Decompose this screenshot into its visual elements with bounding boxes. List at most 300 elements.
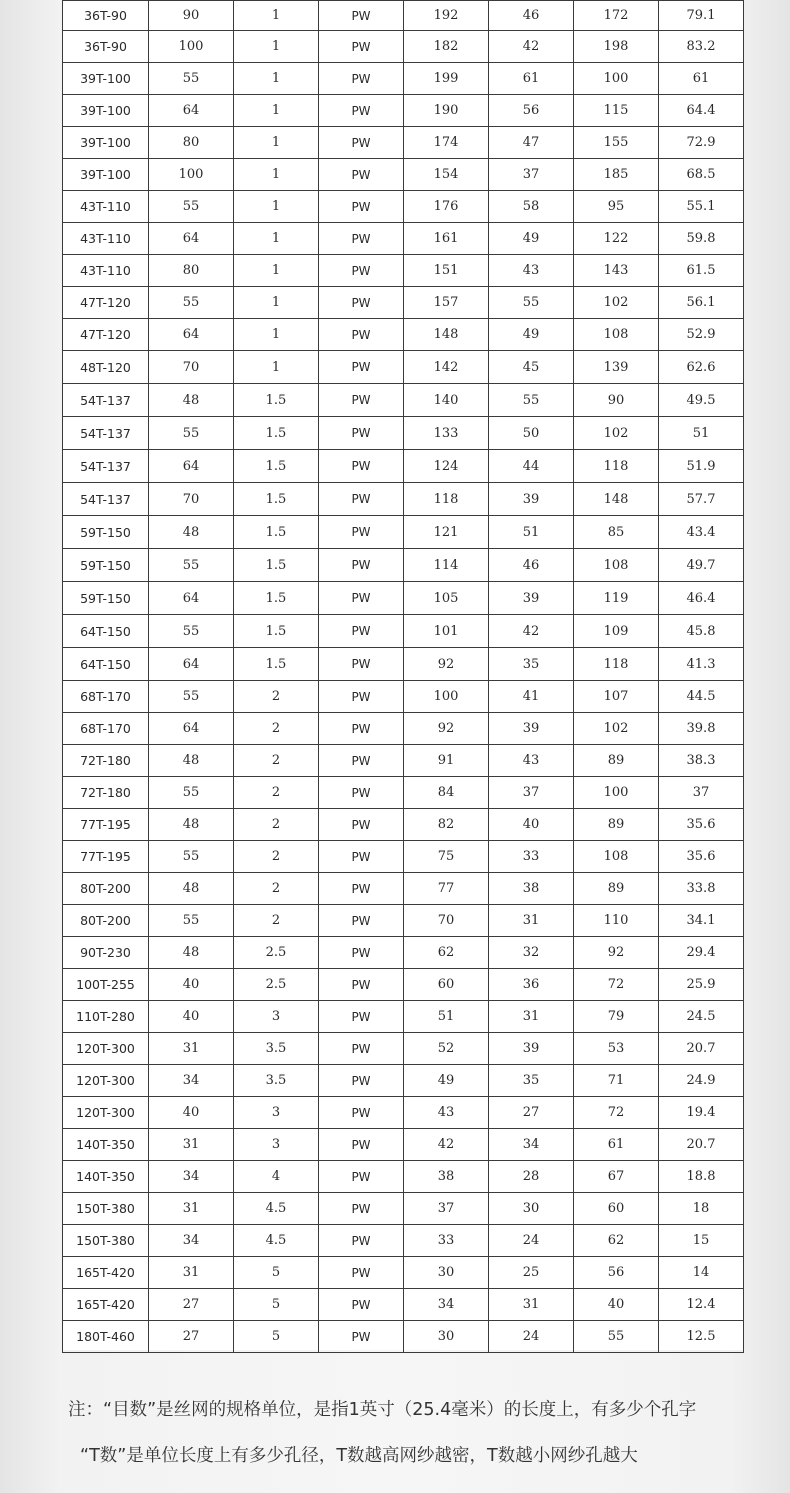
model-cell: 165T-420	[63, 1257, 149, 1289]
table-row	[63, 969, 744, 1001]
opening-cell: 30	[404, 1321, 489, 1353]
open-area-cell: 31	[489, 1001, 574, 1033]
open-area-cell: 55	[489, 384, 574, 417]
thickness-cell: 55	[574, 1321, 659, 1353]
weave-cell: PW	[319, 1161, 404, 1193]
mesh-count-cell: 1.5	[234, 483, 319, 516]
weight-cell: 51.9	[659, 450, 744, 483]
table-row	[63, 191, 744, 223]
table-row	[63, 450, 744, 483]
table-row	[63, 127, 744, 159]
model-cell: 80T-200	[63, 873, 149, 905]
table-row	[63, 223, 744, 255]
opening-cell: 100	[404, 681, 489, 713]
model-cell: 59T-150	[63, 582, 149, 615]
opening-cell: 174	[404, 127, 489, 159]
table-row	[63, 159, 744, 191]
opening-cell: 52	[404, 1033, 489, 1065]
open-area-cell: 31	[489, 1289, 574, 1321]
thread-diameter-cell: 64	[149, 713, 234, 745]
open-area-cell: 39	[489, 582, 574, 615]
open-area-cell: 36	[489, 969, 574, 1001]
table-row	[63, 777, 744, 809]
open-area-cell: 39	[489, 713, 574, 745]
table-row	[63, 615, 744, 648]
weight-cell: 61.5	[659, 255, 744, 287]
mesh-count-cell: 2	[234, 841, 319, 873]
thread-diameter-cell: 70	[149, 483, 234, 516]
thickness-cell: 100	[574, 777, 659, 809]
weight-cell: 20.7	[659, 1033, 744, 1065]
weave-cell: PW	[319, 287, 404, 319]
weight-cell: 51	[659, 417, 744, 450]
mesh-count-cell: 1	[234, 63, 319, 95]
thickness-cell: 122	[574, 223, 659, 255]
opening-cell: 118	[404, 483, 489, 516]
model-cell: 54T-137	[63, 417, 149, 450]
opening-cell: 133	[404, 417, 489, 450]
table-row	[63, 873, 744, 905]
thread-diameter-cell: 31	[149, 1257, 234, 1289]
opening-cell: 105	[404, 582, 489, 615]
open-area-cell: 42	[489, 615, 574, 648]
weave-cell: PW	[319, 1225, 404, 1257]
weight-cell: 24.5	[659, 1001, 744, 1033]
weight-cell: 19.4	[659, 1097, 744, 1129]
mesh-count-cell: 1	[234, 95, 319, 127]
opening-cell: 92	[404, 713, 489, 745]
opening-cell: 70	[404, 905, 489, 937]
opening-cell: 142	[404, 351, 489, 384]
thickness-cell: 72	[574, 969, 659, 1001]
thickness-cell: 102	[574, 417, 659, 450]
model-cell: 120T-300	[63, 1097, 149, 1129]
mesh-count-cell: 2.5	[234, 937, 319, 969]
weight-cell: 46.4	[659, 582, 744, 615]
weave-cell: PW	[319, 31, 404, 63]
weave-cell: PW	[319, 255, 404, 287]
weave-cell: PW	[319, 384, 404, 417]
weave-cell: PW	[319, 549, 404, 582]
model-cell: 120T-300	[63, 1033, 149, 1065]
table-row	[63, 1129, 744, 1161]
thread-diameter-cell: 31	[149, 1033, 234, 1065]
model-cell: 120T-300	[63, 1065, 149, 1097]
mesh-count-cell: 2	[234, 873, 319, 905]
thickness-cell: 108	[574, 319, 659, 351]
table-row	[63, 95, 744, 127]
thickness-cell: 89	[574, 745, 659, 777]
table-row	[63, 713, 744, 745]
weight-cell: 68.5	[659, 159, 744, 191]
mesh-count-cell: 1.5	[234, 648, 319, 681]
table-row	[63, 483, 744, 516]
thread-diameter-cell: 40	[149, 1001, 234, 1033]
model-cell: 36T-90	[63, 1, 149, 31]
table-row	[63, 549, 744, 582]
model-cell: 150T-380	[63, 1225, 149, 1257]
weight-cell: 59.8	[659, 223, 744, 255]
opening-cell: 199	[404, 63, 489, 95]
thickness-cell: 40	[574, 1289, 659, 1321]
model-cell: 47T-120	[63, 287, 149, 319]
thread-diameter-cell: 34	[149, 1225, 234, 1257]
thickness-cell: 107	[574, 681, 659, 713]
thread-diameter-cell: 80	[149, 127, 234, 159]
mesh-count-cell: 2	[234, 777, 319, 809]
opening-cell: 151	[404, 255, 489, 287]
thread-diameter-cell: 31	[149, 1193, 234, 1225]
mesh-count-cell: 1.5	[234, 450, 319, 483]
table-row	[63, 1289, 744, 1321]
thickness-cell: 139	[574, 351, 659, 384]
thread-diameter-cell: 40	[149, 969, 234, 1001]
thickness-cell: 72	[574, 1097, 659, 1129]
table-row	[63, 417, 744, 450]
thickness-cell: 118	[574, 648, 659, 681]
weave-cell: PW	[319, 191, 404, 223]
open-area-cell: 39	[489, 483, 574, 516]
open-area-cell: 34	[489, 1129, 574, 1161]
table-body	[63, 1, 744, 1353]
table-row	[63, 681, 744, 713]
thread-diameter-cell: 100	[149, 31, 234, 63]
thickness-cell: 118	[574, 450, 659, 483]
weave-cell: PW	[319, 450, 404, 483]
thickness-cell: 102	[574, 713, 659, 745]
weight-cell: 43.4	[659, 516, 744, 549]
mesh-count-cell: 5	[234, 1321, 319, 1353]
weight-cell: 49.7	[659, 549, 744, 582]
open-area-cell: 49	[489, 319, 574, 351]
thickness-cell: 185	[574, 159, 659, 191]
mesh-count-cell: 2	[234, 905, 319, 937]
mesh-count-cell: 1	[234, 159, 319, 191]
opening-cell: 124	[404, 450, 489, 483]
weave-cell: PW	[319, 777, 404, 809]
opening-cell: 43	[404, 1097, 489, 1129]
weave-cell: PW	[319, 905, 404, 937]
open-area-cell: 24	[489, 1321, 574, 1353]
opening-cell: 140	[404, 384, 489, 417]
thread-diameter-cell: 55	[149, 905, 234, 937]
weight-cell: 18.8	[659, 1161, 744, 1193]
weave-cell: PW	[319, 95, 404, 127]
weave-cell: PW	[319, 1129, 404, 1161]
mesh-count-cell: 2.5	[234, 969, 319, 1001]
table-row	[63, 1065, 744, 1097]
mesh-count-cell: 1	[234, 319, 319, 351]
open-area-cell: 55	[489, 287, 574, 319]
mesh-count-cell: 2	[234, 681, 319, 713]
open-area-cell: 43	[489, 255, 574, 287]
table-row	[63, 31, 744, 63]
table-row	[63, 1257, 744, 1289]
open-area-cell: 46	[489, 1, 574, 31]
thickness-cell: 198	[574, 31, 659, 63]
table-row	[63, 255, 744, 287]
mesh-count-cell: 1	[234, 1, 319, 31]
open-area-cell: 25	[489, 1257, 574, 1289]
open-area-cell: 41	[489, 681, 574, 713]
mesh-count-cell: 1	[234, 31, 319, 63]
table-row	[63, 351, 744, 384]
thickness-cell: 100	[574, 63, 659, 95]
thickness-cell: 85	[574, 516, 659, 549]
weight-cell: 44.5	[659, 681, 744, 713]
thread-diameter-cell: 55	[149, 191, 234, 223]
thread-diameter-cell: 64	[149, 582, 234, 615]
model-cell: 80T-200	[63, 905, 149, 937]
open-area-cell: 58	[489, 191, 574, 223]
weave-cell: PW	[319, 582, 404, 615]
opening-cell: 91	[404, 745, 489, 777]
table-row	[63, 1161, 744, 1193]
thread-diameter-cell: 64	[149, 95, 234, 127]
thread-diameter-cell: 55	[149, 287, 234, 319]
mesh-count-cell: 2	[234, 713, 319, 745]
model-cell: 54T-137	[63, 450, 149, 483]
thread-diameter-cell: 31	[149, 1129, 234, 1161]
thread-diameter-cell: 27	[149, 1289, 234, 1321]
open-area-cell: 32	[489, 937, 574, 969]
open-area-cell: 37	[489, 159, 574, 191]
weave-cell: PW	[319, 1193, 404, 1225]
opening-cell: 154	[404, 159, 489, 191]
open-area-cell: 40	[489, 809, 574, 841]
weave-cell: PW	[319, 1097, 404, 1129]
open-area-cell: 47	[489, 127, 574, 159]
thread-diameter-cell: 55	[149, 549, 234, 582]
weave-cell: PW	[319, 873, 404, 905]
model-cell: 150T-380	[63, 1193, 149, 1225]
table-row	[63, 1, 744, 31]
thread-diameter-cell: 48	[149, 809, 234, 841]
weave-cell: PW	[319, 809, 404, 841]
thread-diameter-cell: 34	[149, 1161, 234, 1193]
open-area-cell: 56	[489, 95, 574, 127]
thickness-cell: 61	[574, 1129, 659, 1161]
thickness-cell: 95	[574, 191, 659, 223]
weave-cell: PW	[319, 937, 404, 969]
model-cell: 140T-350	[63, 1129, 149, 1161]
opening-cell: 33	[404, 1225, 489, 1257]
weave-cell: PW	[319, 1033, 404, 1065]
weight-cell: 45.8	[659, 615, 744, 648]
weight-cell: 35.6	[659, 809, 744, 841]
model-cell: 180T-460	[63, 1321, 149, 1353]
open-area-cell: 42	[489, 31, 574, 63]
model-cell: 110T-280	[63, 1001, 149, 1033]
thread-diameter-cell: 64	[149, 450, 234, 483]
opening-cell: 121	[404, 516, 489, 549]
thickness-cell: 172	[574, 1, 659, 31]
opening-cell: 161	[404, 223, 489, 255]
thread-diameter-cell: 55	[149, 777, 234, 809]
weight-cell: 64.4	[659, 95, 744, 127]
thread-diameter-cell: 27	[149, 1321, 234, 1353]
open-area-cell: 30	[489, 1193, 574, 1225]
table-row	[63, 1193, 744, 1225]
opening-cell: 37	[404, 1193, 489, 1225]
model-cell: 47T-120	[63, 319, 149, 351]
weight-cell: 20.7	[659, 1129, 744, 1161]
weave-cell: PW	[319, 841, 404, 873]
thickness-cell: 155	[574, 127, 659, 159]
weight-cell: 24.9	[659, 1065, 744, 1097]
table-row	[63, 1001, 744, 1033]
model-cell: 39T-100	[63, 95, 149, 127]
weave-cell: PW	[319, 1001, 404, 1033]
opening-cell: 38	[404, 1161, 489, 1193]
open-area-cell: 35	[489, 1065, 574, 1097]
weave-cell: PW	[319, 127, 404, 159]
weave-cell: PW	[319, 351, 404, 384]
thread-diameter-cell: 90	[149, 1, 234, 31]
model-cell: 77T-195	[63, 841, 149, 873]
weave-cell: PW	[319, 615, 404, 648]
table-row	[63, 516, 744, 549]
mesh-count-cell: 1	[234, 255, 319, 287]
table-row	[63, 384, 744, 417]
opening-cell: 82	[404, 809, 489, 841]
weight-cell: 37	[659, 777, 744, 809]
thread-diameter-cell: 48	[149, 384, 234, 417]
model-cell: 68T-170	[63, 681, 149, 713]
thread-diameter-cell: 55	[149, 417, 234, 450]
mesh-count-cell: 1.5	[234, 384, 319, 417]
thickness-cell: 108	[574, 841, 659, 873]
mesh-count-cell: 3	[234, 1129, 319, 1161]
mesh-count-cell: 5	[234, 1289, 319, 1321]
weight-cell: 61	[659, 63, 744, 95]
opening-cell: 157	[404, 287, 489, 319]
table-row	[63, 1033, 744, 1065]
model-cell: 68T-170	[63, 713, 149, 745]
weight-cell: 14	[659, 1257, 744, 1289]
weight-cell: 35.6	[659, 841, 744, 873]
model-cell: 165T-420	[63, 1289, 149, 1321]
opening-cell: 192	[404, 1, 489, 31]
model-cell: 100T-255	[63, 969, 149, 1001]
thickness-cell: 53	[574, 1033, 659, 1065]
mesh-spec-table-container	[62, 0, 743, 1350]
thickness-cell: 109	[574, 615, 659, 648]
model-cell: 43T-110	[63, 255, 149, 287]
weight-cell: 34.1	[659, 905, 744, 937]
weave-cell: PW	[319, 63, 404, 95]
weave-cell: PW	[319, 159, 404, 191]
weave-cell: PW	[319, 417, 404, 450]
opening-cell: 49	[404, 1065, 489, 1097]
mesh-count-cell: 5	[234, 1257, 319, 1289]
thread-diameter-cell: 55	[149, 63, 234, 95]
open-area-cell: 35	[489, 648, 574, 681]
mesh-count-cell: 3.5	[234, 1065, 319, 1097]
open-area-cell: 38	[489, 873, 574, 905]
weave-cell: PW	[319, 1065, 404, 1097]
weight-cell: 18	[659, 1193, 744, 1225]
thread-diameter-cell: 64	[149, 319, 234, 351]
open-area-cell: 28	[489, 1161, 574, 1193]
mesh-count-cell: 1	[234, 127, 319, 159]
open-area-cell: 37	[489, 777, 574, 809]
weight-cell: 41.3	[659, 648, 744, 681]
mesh-count-cell: 3	[234, 1001, 319, 1033]
mesh-count-cell: 3.5	[234, 1033, 319, 1065]
table-row	[63, 287, 744, 319]
table-row	[63, 648, 744, 681]
weave-cell: PW	[319, 1257, 404, 1289]
model-cell: 43T-110	[63, 191, 149, 223]
thickness-cell: 71	[574, 1065, 659, 1097]
open-area-cell: 43	[489, 745, 574, 777]
thread-diameter-cell: 48	[149, 745, 234, 777]
model-cell: 36T-90	[63, 31, 149, 63]
opening-cell: 34	[404, 1289, 489, 1321]
weight-cell: 57.7	[659, 483, 744, 516]
weight-cell: 39.8	[659, 713, 744, 745]
model-cell: 77T-195	[63, 809, 149, 841]
mesh-count-cell: 1	[234, 191, 319, 223]
opening-cell: 176	[404, 191, 489, 223]
thickness-cell: 143	[574, 255, 659, 287]
thread-diameter-cell: 64	[149, 648, 234, 681]
mesh-count-cell: 1.5	[234, 516, 319, 549]
weight-cell: 38.3	[659, 745, 744, 777]
thread-diameter-cell: 80	[149, 255, 234, 287]
mesh-count-cell: 4	[234, 1161, 319, 1193]
model-cell: 43T-110	[63, 223, 149, 255]
opening-cell: 92	[404, 648, 489, 681]
model-cell: 59T-150	[63, 516, 149, 549]
model-cell: 140T-350	[63, 1161, 149, 1193]
thread-diameter-cell: 55	[149, 681, 234, 713]
open-area-cell: 27	[489, 1097, 574, 1129]
weight-cell: 12.4	[659, 1289, 744, 1321]
thickness-cell: 102	[574, 287, 659, 319]
opening-cell: 148	[404, 319, 489, 351]
table-row	[63, 809, 744, 841]
weave-cell: PW	[319, 319, 404, 351]
mesh-count-cell: 4.5	[234, 1225, 319, 1257]
open-area-cell: 51	[489, 516, 574, 549]
weave-cell: PW	[319, 1321, 404, 1353]
open-area-cell: 33	[489, 841, 574, 873]
thickness-cell: 115	[574, 95, 659, 127]
open-area-cell: 44	[489, 450, 574, 483]
mesh-count-cell: 2	[234, 809, 319, 841]
weave-cell: PW	[319, 681, 404, 713]
model-cell: 48T-120	[63, 351, 149, 384]
thickness-cell: 119	[574, 582, 659, 615]
opening-cell: 84	[404, 777, 489, 809]
mesh-count-cell: 1.5	[234, 549, 319, 582]
opening-cell: 190	[404, 95, 489, 127]
weave-cell: PW	[319, 1, 404, 31]
model-cell: 39T-100	[63, 127, 149, 159]
opening-cell: 60	[404, 969, 489, 1001]
weave-cell: PW	[319, 1289, 404, 1321]
thickness-cell: 110	[574, 905, 659, 937]
weight-cell: 25.9	[659, 969, 744, 1001]
weight-cell: 49.5	[659, 384, 744, 417]
weight-cell: 29.4	[659, 937, 744, 969]
mesh-spec-table	[62, 0, 744, 1353]
thread-diameter-cell: 55	[149, 841, 234, 873]
model-cell: 59T-150	[63, 549, 149, 582]
open-area-cell: 31	[489, 905, 574, 937]
